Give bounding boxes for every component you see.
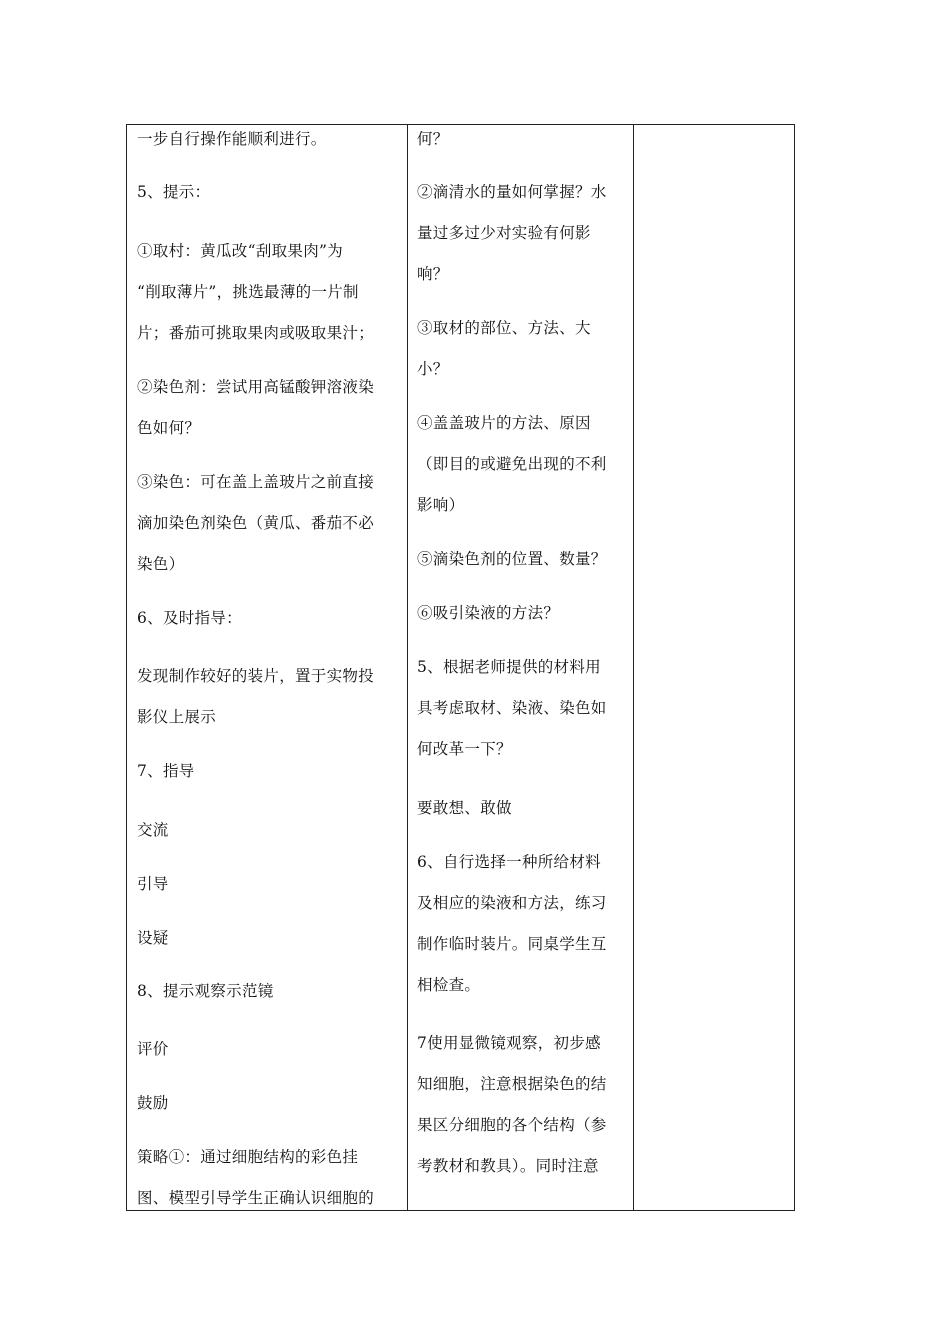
left-paragraph-8: 7、指导: [137, 762, 195, 780]
left-paragraph-9: 交流: [137, 821, 169, 839]
left-paragraph-12: 8、提示观察示范镜: [137, 982, 274, 1000]
middle-paragraph-9: 6、自行选择一种所给材料 及相应的染液和方法，练习 制作临时装片。同桌学生互 相检查。: [417, 853, 607, 994]
content-table: [126, 124, 795, 1211]
left-paragraph-5: ③染色：可在盖上盖玻片之前直接 滴加染色剂染色（黄瓜、番茄不必 染色）: [137, 473, 375, 573]
left-paragraph-11: 设疑: [137, 929, 169, 947]
middle-paragraph-8: 要敢想、敢做: [417, 799, 512, 817]
left-paragraph-7: 发现制作较好的装片，置于实物投 影仪上展示: [137, 667, 375, 726]
left-paragraph-10: 引导: [137, 875, 169, 893]
left-paragraph-13: 评价: [137, 1040, 169, 1058]
left-paragraph-1: 一步自行操作能顺利进行。: [137, 130, 327, 148]
left-paragraph-3: ①取村：黄瓜改“刮取果肉”为 “削取薄片”，挑选最薄的一片制 片；番茄可挑取果肉或吸取果汁；: [137, 242, 375, 342]
left-paragraph-15: 策略①：通过细胞结构的彩色挂 图、模型引导学生正确认识细胞的: [137, 1148, 375, 1207]
middle-paragraph-10: 7使用显微镜观察，初步感 知细胞，注意根据染色的结 果区分细胞的各个结构（参 考教材和教具）。同时注意: [417, 1034, 607, 1175]
left-paragraph-2: 5、提示：: [137, 183, 211, 201]
middle-paragraph-3: ③取材的部位、方法、大 小？: [417, 319, 591, 378]
left-paragraph-4: ②染色剂：尝试用高锰酸钾溶液染 色如何？: [137, 378, 375, 437]
right-column-cell: [634, 125, 794, 1210]
middle-paragraph-7: 5、根据老师提供的材料用 具考虑取材、染液、染色如 何改革一下？: [417, 658, 607, 758]
middle-paragraph-6: ⑥吸引染液的方法？: [417, 604, 560, 622]
middle-paragraph-1: 何？: [417, 130, 449, 148]
left-paragraph-6: 6、及时指导：: [137, 609, 242, 627]
left-paragraph-14: 鼓励: [137, 1094, 169, 1112]
middle-paragraph-4: ④盖盖玻片的方法、原因 （即目的或避免出现的不利 影响）: [417, 414, 607, 514]
middle-paragraph-2: ②滴清水的量如何掌握？水 量过多过少对实验有何影 响？: [417, 183, 607, 283]
column-divider-1: [407, 125, 408, 1210]
middle-paragraph-5: ⑤滴染色剂的位置、数量？: [417, 550, 607, 568]
